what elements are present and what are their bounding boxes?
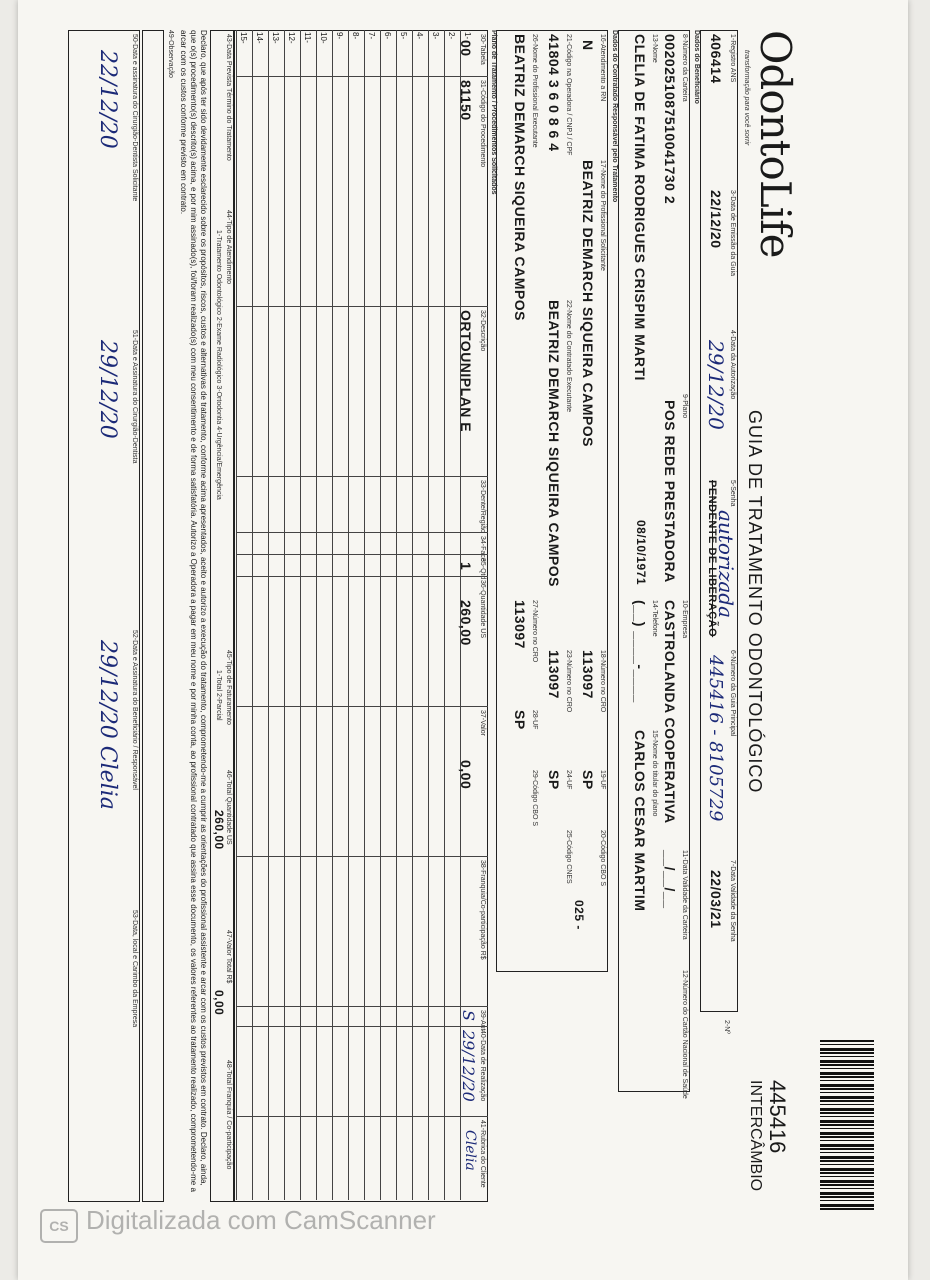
table-row-number: 3- — [431, 32, 440, 40]
document-title: GUIA DE TRATAMENTO ODONTOLÓGICO — [745, 410, 765, 794]
table-row-number: 14- — [255, 32, 264, 44]
company-value: CASTROLANDA COOPERATIVA — [662, 600, 678, 824]
password-label: 5-Senha — [729, 480, 736, 507]
emission-date: 22/12/20 — [708, 190, 724, 249]
table-row-line — [396, 30, 397, 1200]
guide-number: 445416 — [765, 1080, 790, 1154]
total-franchise-label: 48-Total Franquia / Co-participação — [225, 1060, 232, 1170]
signature-row — [68, 30, 140, 1202]
col-qty: 35-Qtd — [479, 558, 486, 580]
table-row-number: 4- — [415, 32, 424, 40]
table-row-number: 13- — [271, 32, 280, 44]
row1-value: 0,00 — [458, 760, 474, 790]
uf2-label: 24-UF — [565, 770, 572, 790]
total-us: 260,00 — [212, 810, 226, 850]
table-row-number: 11- — [303, 32, 312, 43]
uf3-label: 28-UF — [531, 710, 538, 730]
contracted-section: Dados do Contratado Responsável pelo Tratamento — [611, 30, 618, 203]
table-row-line — [444, 30, 445, 1200]
table-row-number: 8- — [351, 32, 360, 40]
table-column-divider — [236, 1026, 488, 1027]
table-row-line — [332, 30, 333, 1200]
table-row-number: 5- — [399, 32, 408, 40]
table-column-divider — [236, 554, 488, 555]
cro2-value: 113097 — [546, 650, 562, 699]
col-us: 36-Quantidade US — [479, 580, 486, 638]
table-row-line — [236, 30, 237, 1200]
camscanner-icon: CS — [40, 1209, 78, 1243]
col-face: 34-Face — [479, 536, 486, 562]
col-tooth: 33-Dente/Região — [479, 480, 486, 533]
sig52-signature: 29/12/20 Clelia — [95, 640, 120, 810]
table-column-divider — [236, 576, 488, 577]
table-column-divider — [236, 76, 488, 77]
table-column-divider — [236, 476, 488, 477]
beneficiary-name: CLELIA DE FATIMA RODRIGUES CRISPIM MARTI — [632, 34, 648, 381]
observation-box — [142, 30, 164, 1202]
ans-value: 406414 — [708, 34, 724, 84]
table-row-number: 15- — [239, 32, 248, 44]
guide-type: INTERCÂMBIO — [747, 1080, 764, 1192]
cnes-label: 25-Código CNES — [565, 830, 572, 884]
service-type-label: 44-Tipo de Atendimento — [225, 210, 232, 285]
table-row-number: 9- — [335, 32, 344, 40]
authorization-date: 29/12/20 — [704, 340, 728, 430]
cns-label: 12-Número do Cartão Nacional de Saúde — [681, 970, 688, 1099]
table-row-number: 6- — [383, 32, 392, 40]
cro-value: 113097 — [580, 650, 596, 699]
col-code: 31-Código do Procedimento — [479, 80, 486, 168]
table-column-divider — [236, 706, 488, 707]
col-table: 30-Tabela — [479, 34, 486, 65]
table-row-line — [412, 30, 413, 1200]
executor-label: 22-Nome do Contratado Executante — [565, 300, 572, 413]
birth-date: 08/10/1971 — [634, 520, 648, 586]
validity-label: 7-Data Validade da Senha — [729, 860, 736, 942]
beneficiary-section: Dados do Beneficiário — [693, 30, 700, 104]
newborn-value: N — [580, 40, 596, 51]
holder-label: 15-Nome do titular do plano — [651, 730, 658, 817]
phone-label: 14-Telefone — [651, 600, 658, 637]
cro-label: 18-Número no CRO — [599, 650, 606, 713]
card-label: 8-Número da Carteira — [681, 34, 688, 102]
table-row-line — [364, 30, 365, 1200]
plan-label: 9-Plano — [681, 394, 688, 419]
table-column-divider — [236, 306, 488, 307]
sig52-label: 52-Data e Assinatura do Beneficiário / Responsável — [131, 630, 138, 790]
row1-code: 81150 — [458, 80, 474, 121]
phone-value: (__) ____-____ — [632, 600, 648, 703]
brand-tagline: transformação para você sorrir — [743, 50, 750, 146]
validity-date: 22/03/21 — [708, 870, 724, 929]
cro3-value: 113097 — [512, 600, 528, 649]
plan-value: POS REDE PRESTADORA — [662, 400, 678, 583]
end-date-label: 43-Data Prevista Término do Tratamento — [225, 34, 232, 161]
col-description: 32-Descrição — [479, 310, 486, 352]
newborn-label: 16-Atendimento a RN — [599, 34, 606, 102]
emission-label: 3-Data de Emissão da Guia — [729, 190, 736, 276]
table-row-line — [284, 30, 285, 1200]
exec-prof-name: BEATRIZ DEMARCH SIQUEIRA CAMPOS — [512, 34, 528, 321]
uf-label: 19-UF — [599, 770, 606, 790]
name-label: 13-Nome — [651, 34, 658, 63]
card-number: 0020251087510041730 2 — [662, 34, 678, 205]
card-validity-label: 11-Data Validade da Carteira — [681, 850, 688, 940]
procedures-section: Plano de Tratamento / Procedimentos Solicitados — [490, 30, 497, 195]
table-column-divider — [236, 532, 488, 533]
main-guide-label: 6-Número da Guia Principal — [729, 650, 736, 737]
declaration-text: Declaro, que após ter sido devidamente esclarecido sobre os propósitos, riscos, custos e alternativas de tratamento, conforme acima apresentados, aceito e autorizo a execução do tratamento, comprometendo-me a cumprir as orientações do profissional assistente e arcar com os custos previstos em contrato. Declaro, ainda, que o(s) procedimento(s) descrito(s) acima, e por mim assinado(s), foi/foram realizado(s) com meu consentimento e de forma satisfatória. Autorizo a Operadora a pagar em meu nome e por minha conta, ao profissional contratado que assina esse documento, os valores referentes ao tratamento realizado, comprometendo-me a arcar com os custos conforme previsto em contrato. — [179, 30, 208, 1192]
col-franchise: 38-Franquia/Co-participação R$ — [479, 860, 486, 960]
camscanner-watermark: Digitalizada com CamScanner — [86, 1205, 436, 1235]
cbo-label: 20-Código CBO S — [599, 830, 606, 887]
table-row-line — [380, 30, 381, 1200]
table-column-divider — [236, 1006, 488, 1007]
requester-label: 17-Nome do Profissional Solicitante — [599, 160, 606, 271]
observation-label: 49-Observação — [167, 30, 174, 78]
row1-client-signature: Clelia — [462, 1130, 478, 1171]
row1-qty: 1 — [458, 562, 474, 571]
sig53-label: 53-Data, local e Carimbo da Empresa — [131, 910, 138, 1028]
service-types: 1-Tratamento Odontológico 2-Exame Radiológico 3-Ortodontia 4-Urgência/Emergência — [215, 230, 222, 500]
uf-value: SP — [580, 770, 596, 790]
uf3-value: SP — [512, 710, 528, 730]
table-column-divider — [236, 1116, 488, 1117]
col-date: 40-Data de Realização — [479, 1030, 486, 1102]
sig51-label: 51-Data e Assinatura do Cirurgião-Dentista — [131, 330, 138, 464]
row1-date: 29/12/20 — [459, 1030, 478, 1102]
password-handwritten: autorizada — [714, 510, 738, 619]
table-row-number: 2- — [447, 32, 456, 40]
guide-number-label: 2-Nº — [723, 1020, 730, 1034]
executor-name: BEATRIZ DEMARCH SIQUEIRA CAMPOS — [546, 300, 562, 587]
dental-treatment-form — [60, 10, 800, 1210]
total-value: 0,00 — [212, 990, 226, 1016]
billing-types: 1-Total 2-Parcial — [215, 670, 222, 721]
sig50-signature: 22/12/20 — [95, 50, 120, 149]
password-value: PENDENTE DE LIBERAÇÃO — [706, 480, 718, 638]
main-guide-value: 445416 - 8105729 — [705, 655, 726, 822]
table-row-line — [428, 30, 429, 1200]
table-row-number: 12- — [287, 32, 296, 44]
holder-name: CARLOS CESAR MARTIM — [632, 730, 648, 912]
table-row-line — [316, 30, 317, 1200]
ans-label: 1-Registro ANS — [729, 34, 736, 83]
authorization-label: 4-Data da Autorização — [729, 330, 736, 400]
table-row-number: 1- — [463, 32, 472, 40]
row1-table: 00 — [458, 40, 474, 57]
row1-us: 260,00 — [458, 600, 474, 646]
total-value-label: 47-Valor Total R$ — [225, 930, 232, 984]
exec-prof-label: 26-Nome do Profissional Executante — [531, 34, 538, 148]
uf2-value: SP — [546, 770, 562, 790]
cro2-label: 23-Número no CRO — [565, 650, 572, 713]
cro3-label: 27-Número no CRO — [531, 600, 538, 663]
cbo3-label: 29-Código CBO S — [531, 770, 538, 827]
card-validity: __/__/__ — [662, 850, 678, 909]
beneficiary-box — [618, 30, 690, 1092]
row1-aut: S — [459, 1010, 478, 1021]
operator-code-label: 21-Código na Operadora / CNPJ / CPF — [565, 34, 572, 156]
row1-description: ORTOUNIPLAN E — [458, 310, 474, 433]
brand-logo: OdontoLife — [751, 30, 800, 258]
total-us-label: 46-Total Quantidade US — [225, 770, 232, 845]
col-value: 37-Valor — [479, 710, 486, 736]
company-label: 10-Empresa — [681, 600, 688, 639]
barcode — [820, 1040, 874, 1210]
requester-name: BEATRIZ DEMARCH SIQUEIRA CAMPOS — [580, 160, 596, 447]
table-row-line — [252, 30, 253, 1200]
sig50-label: 50-Data e assinatura do Cirurgião-Dentista Solicitante — [131, 34, 138, 202]
table-row-line — [300, 30, 301, 1200]
table-row-line — [348, 30, 349, 1200]
table-row-number: 7- — [367, 32, 376, 40]
table-row-line — [268, 30, 269, 1200]
cbo-value: 025 - — [572, 900, 586, 930]
footer-types-row — [210, 30, 234, 1202]
billing-label: 45-Tipo de Faturamento — [225, 650, 232, 725]
table-column-divider — [236, 856, 488, 857]
sig51-signature: 29/12/20 — [95, 340, 120, 439]
col-aut: 39-Aut — [479, 1010, 486, 1031]
col-client: 41-Rubrica do Cliente — [479, 1120, 486, 1188]
operator-code: 41804 3 6 0 8 6 4 — [546, 34, 562, 152]
table-row-number: 10- — [319, 32, 328, 44]
